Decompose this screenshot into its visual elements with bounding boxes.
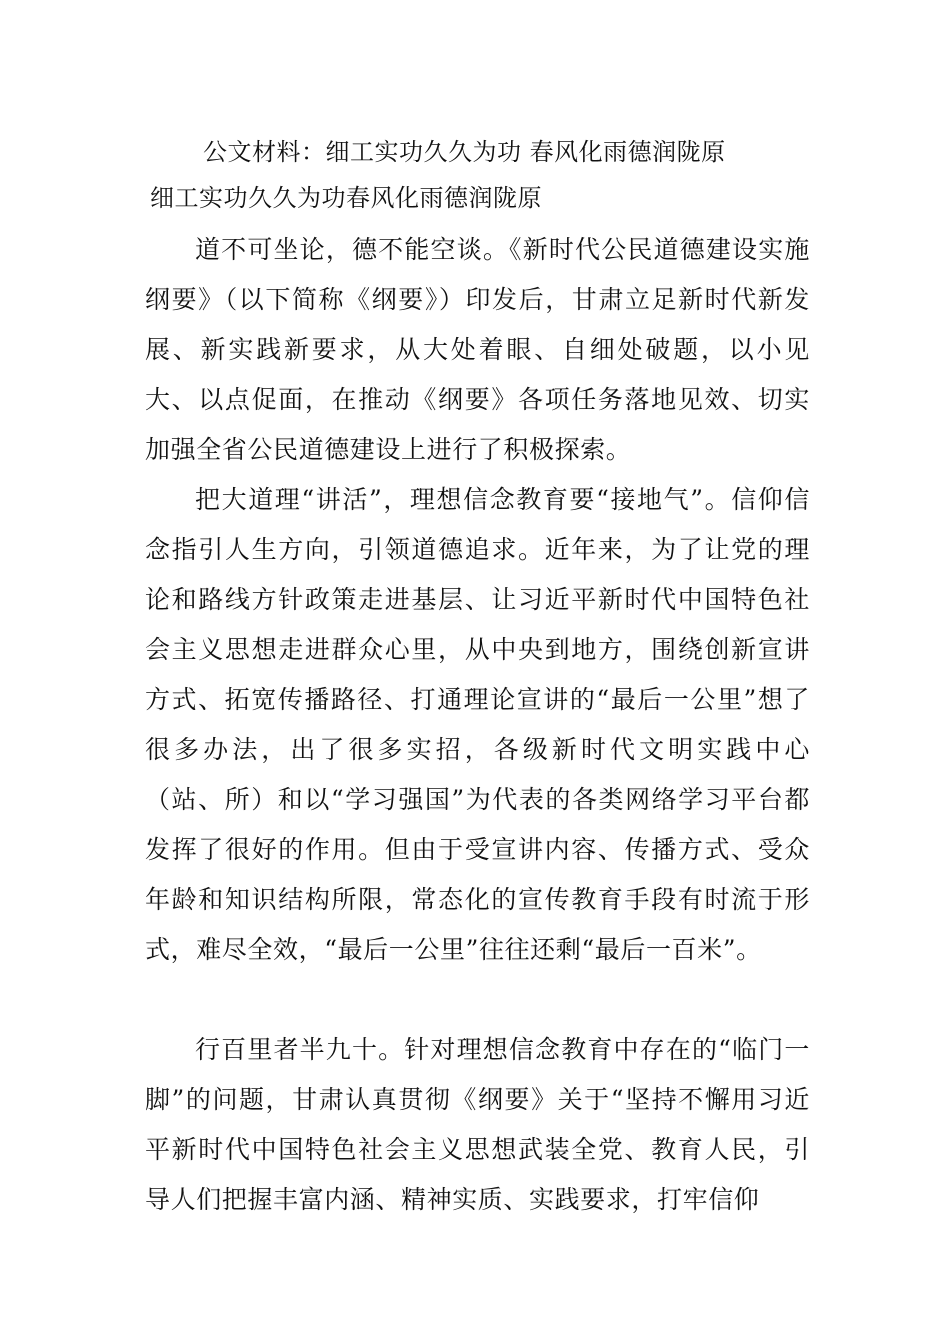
paragraph-2: 把大道理“讲活”，理想信念教育要“接地气”。信仰信念指引人生方向，引领道德追求。近年来，为了让党的理论和路线方针政策走进基层、让习近平新时代中国特色社会主义思想走进群众心里，从中央到地方，围绕创新宣讲方式、拓宽传播路径、打通理论宣讲的“最后一公里”想了很多办法，出了很多实招，各级新时代文明实践中心（站、所）和以“学习强国”为代表的各类网络学习平台都发挥了很好的作用。但由于受宣讲内容、传播方式、受众年龄和知识结构所限，常态化的宣传教育手段有时流于形式，难尽全效，“最后一公里”往往还剩“最后一百米”。 xyxy=(145,485,810,964)
document-subtitle: 细工实功久久为功春风化雨德润陇原 xyxy=(150,184,542,212)
paragraph-3: 行百里者半九十。针对理想信念教育中存在的“临门一脚”的问题，甘肃认真贯彻《纲要》关于“坚持不懈用习近平新时代中国特色社会主义思想武装全党、教育人民，引导人们把握丰富内涵、精神实质、实践要求，打牢信仰 xyxy=(145,1035,810,1214)
document-title: 公文材料：细工实功久久为功 春风化雨德润陇原 xyxy=(203,138,726,166)
paragraph-1: 道不可坐论，德不能空谈。《新时代公民道德建设实施纲要》（以下简称《纲要》）印发后，甘肃立足新时代新发展、新实践新要求，从大处着眼、自细处破题，以小见大、以点促面，在推动《纲要》各项任务落地见效、切实加强全省公民道德建设上进行了积极探索。 xyxy=(145,235,810,464)
